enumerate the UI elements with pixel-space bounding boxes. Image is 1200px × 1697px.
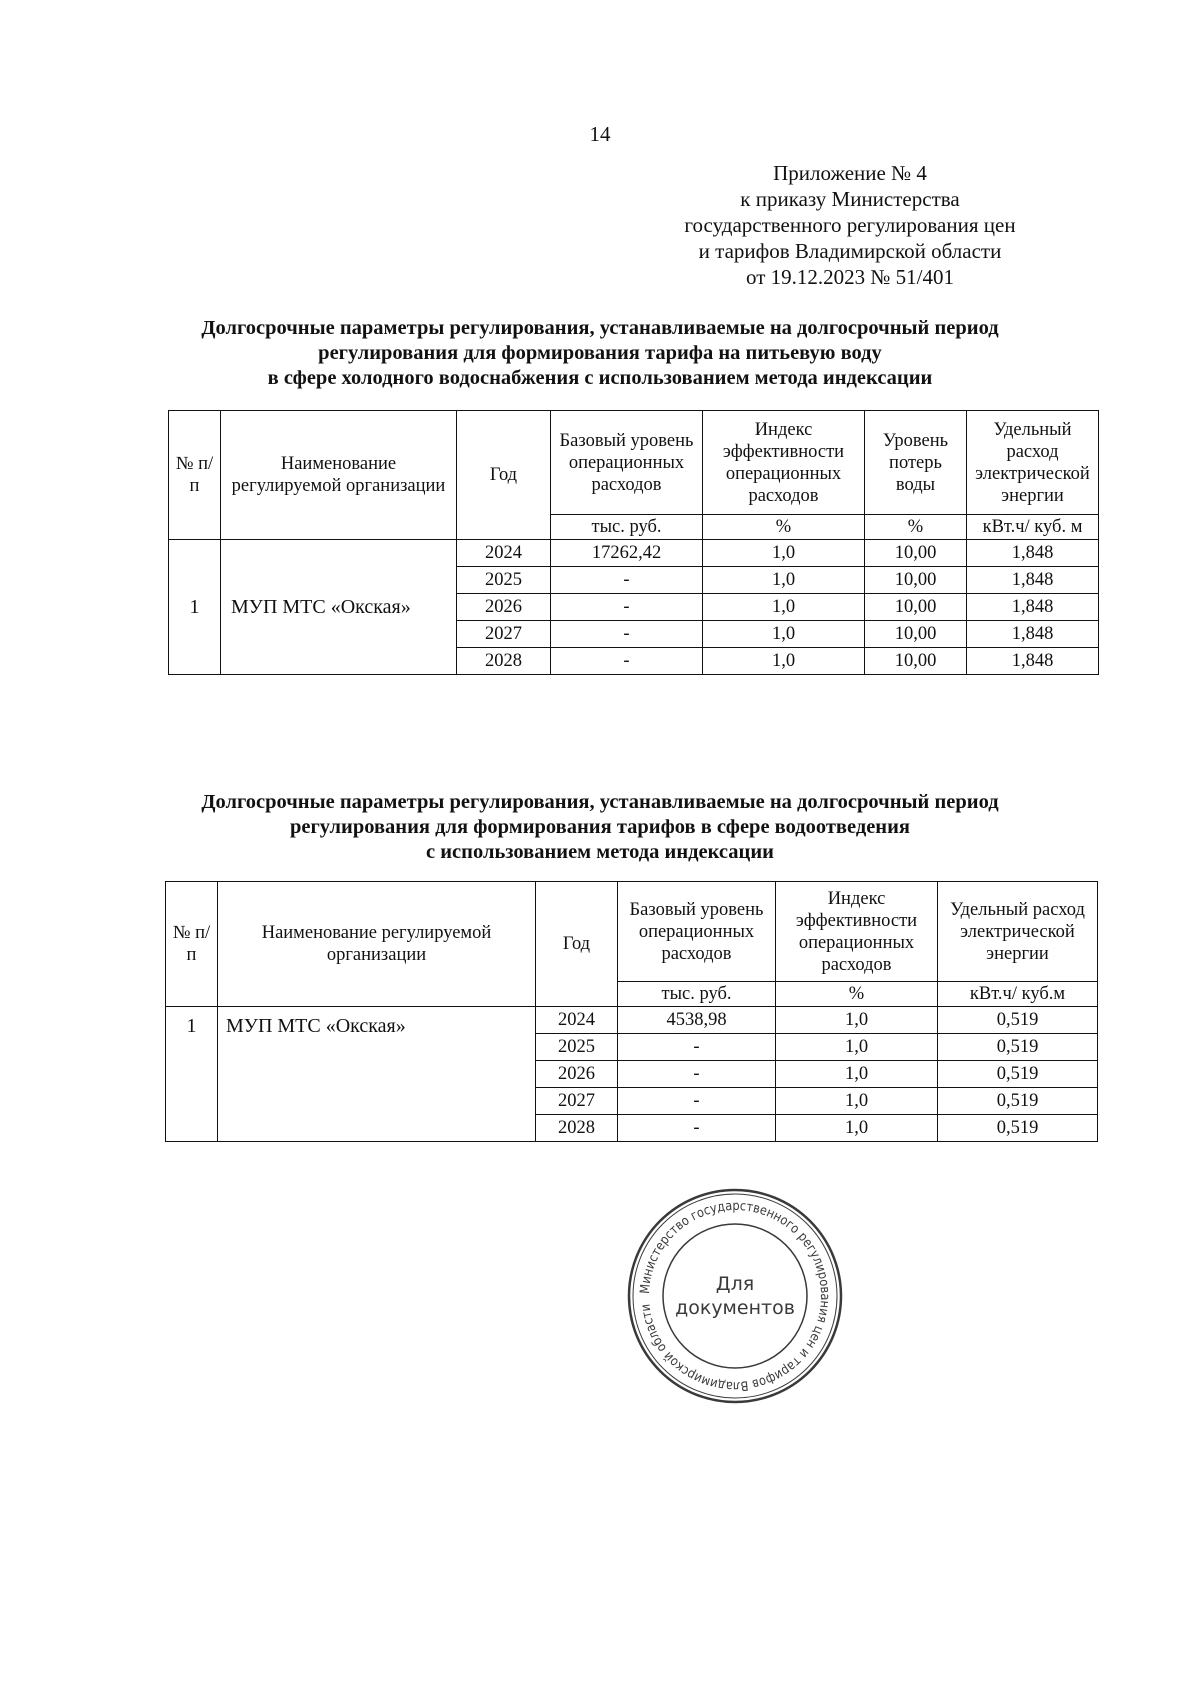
cell-index: 1,0 xyxy=(703,621,865,648)
org-name: МУП МТС «Окская» xyxy=(221,540,457,675)
cell-year: 2027 xyxy=(457,621,551,648)
unit-energy: кВт.ч/ куб.м xyxy=(938,982,1098,1007)
cell-index: 1,0 xyxy=(776,1034,938,1061)
cell-year: 2025 xyxy=(457,567,551,594)
appendix-line: к приказу Министерства xyxy=(740,187,960,211)
unit-index: % xyxy=(776,982,938,1007)
cell-loss: 10,00 xyxy=(865,648,967,675)
header-base: Базовый уровень операционных расходов xyxy=(618,882,776,982)
cell-year: 2026 xyxy=(457,594,551,621)
unit-base: тыс. руб. xyxy=(618,982,776,1007)
title-line: Долгосрочные параметры регулирования, устанавливаемые на долгосрочный период xyxy=(201,791,999,813)
stamp-center-line1: Для xyxy=(715,1273,755,1295)
table1-title xyxy=(0,316,1200,391)
cell-index: 1,0 xyxy=(776,1007,938,1034)
table-row xyxy=(166,1007,1098,1034)
cell-base: - xyxy=(551,621,703,648)
cell-energy: 1,848 xyxy=(967,540,1099,567)
cell-index: 1,0 xyxy=(703,648,865,675)
header-index: Индекс эффективности операционных расходов xyxy=(776,882,938,982)
cell-index: 1,0 xyxy=(776,1115,938,1142)
cell-year: 2028 xyxy=(536,1115,618,1142)
unit-loss: % xyxy=(865,515,967,540)
org-name: МУП МТС «Окская» xyxy=(218,1007,536,1142)
header-energy: Удельный расход электрической энергии xyxy=(938,882,1098,982)
cell-loss: 10,00 xyxy=(865,621,967,648)
cell-year: 2028 xyxy=(457,648,551,675)
cell-base: - xyxy=(618,1061,776,1088)
cell-energy: 1,848 xyxy=(967,648,1099,675)
cell-index: 1,0 xyxy=(776,1088,938,1115)
ministry-stamp xyxy=(625,1186,845,1406)
appendix-line: от 19.12.2023 № 51/401 xyxy=(745,265,955,289)
stamp-ring-text: Министерство государственного регулирования цен и тарифов Владимирской области xyxy=(637,1198,833,1394)
appendix-line: государственного регулирования цен xyxy=(684,213,1016,237)
stamp-outer-ring xyxy=(629,1190,841,1402)
cell-index: 1,0 xyxy=(776,1061,938,1088)
page-number: 14 xyxy=(589,122,611,146)
header-num: № п/п xyxy=(169,411,221,540)
header-loss: Уровень потерь воды xyxy=(865,411,967,515)
cell-energy: 0,519 xyxy=(938,1088,1098,1115)
appendix-line: Приложение № 4 xyxy=(773,161,927,185)
row-num: 1 xyxy=(166,1007,218,1142)
cell-year: 2025 xyxy=(536,1034,618,1061)
cell-energy: 0,519 xyxy=(938,1115,1098,1142)
title-line: в сфере холодного водоснабжения с использованием метода индексации xyxy=(267,367,933,389)
header-org: Наименование регулируемой организации xyxy=(218,882,536,1007)
cell-energy: 0,519 xyxy=(938,1034,1098,1061)
cell-base: - xyxy=(618,1088,776,1115)
stamp-inner-ring xyxy=(663,1224,807,1368)
title-line: регулирования для формирования тарифов в сфере водоотведения xyxy=(289,816,911,838)
appendix-line: и тарифов Владимирской области xyxy=(698,239,1002,263)
title-line: регулирования для формирования тарифа на питьевую воду xyxy=(318,342,882,364)
cell-base: 17262,42 xyxy=(551,540,703,567)
cell-energy: 0,519 xyxy=(938,1061,1098,1088)
wastewater-table xyxy=(165,881,1098,1142)
cell-index: 1,0 xyxy=(703,567,865,594)
table-row xyxy=(169,540,1099,567)
cell-base: - xyxy=(551,648,703,675)
cell-index: 1,0 xyxy=(703,594,865,621)
cell-base: - xyxy=(551,567,703,594)
title-line: с использованием метода индексации xyxy=(426,841,774,863)
water-supply-table xyxy=(168,410,1099,675)
unit-index: % xyxy=(703,515,865,540)
cell-base: - xyxy=(551,594,703,621)
cell-energy: 1,848 xyxy=(967,594,1099,621)
cell-base: - xyxy=(618,1115,776,1142)
header-year: Год xyxy=(457,411,551,540)
table2-title xyxy=(0,790,1200,865)
header-energy: Удельный расход электрической энергии xyxy=(967,411,1099,515)
unit-base: тыс. руб. xyxy=(551,515,703,540)
header-num: № п/п xyxy=(166,882,218,1007)
cell-energy: 1,848 xyxy=(967,567,1099,594)
cell-energy: 0,519 xyxy=(938,1007,1098,1034)
appendix-header xyxy=(600,160,1100,290)
cell-index: 1,0 xyxy=(703,540,865,567)
row-num: 1 xyxy=(169,540,221,675)
header-base: Базовый уровень операционных расходов xyxy=(551,411,703,515)
stamp-center-line2: документов xyxy=(675,1297,795,1319)
header-index: Индекс эффективности операционных расходов xyxy=(703,411,865,515)
cell-loss: 10,00 xyxy=(865,594,967,621)
cell-year: 2024 xyxy=(457,540,551,567)
unit-energy: кВт.ч/ куб. м xyxy=(967,515,1099,540)
cell-base: 4538,98 xyxy=(618,1007,776,1034)
cell-year: 2026 xyxy=(536,1061,618,1088)
title-line: Долгосрочные параметры регулирования, устанавливаемые на долгосрочный период xyxy=(201,317,999,339)
cell-year: 2024 xyxy=(536,1007,618,1034)
cell-energy: 1,848 xyxy=(967,621,1099,648)
header-org: Наименование регулируемой организации xyxy=(221,411,457,540)
header-year: Год xyxy=(536,882,618,1007)
cell-base: - xyxy=(618,1034,776,1061)
cell-loss: 10,00 xyxy=(865,540,967,567)
cell-loss: 10,00 xyxy=(865,567,967,594)
cell-year: 2027 xyxy=(536,1088,618,1115)
